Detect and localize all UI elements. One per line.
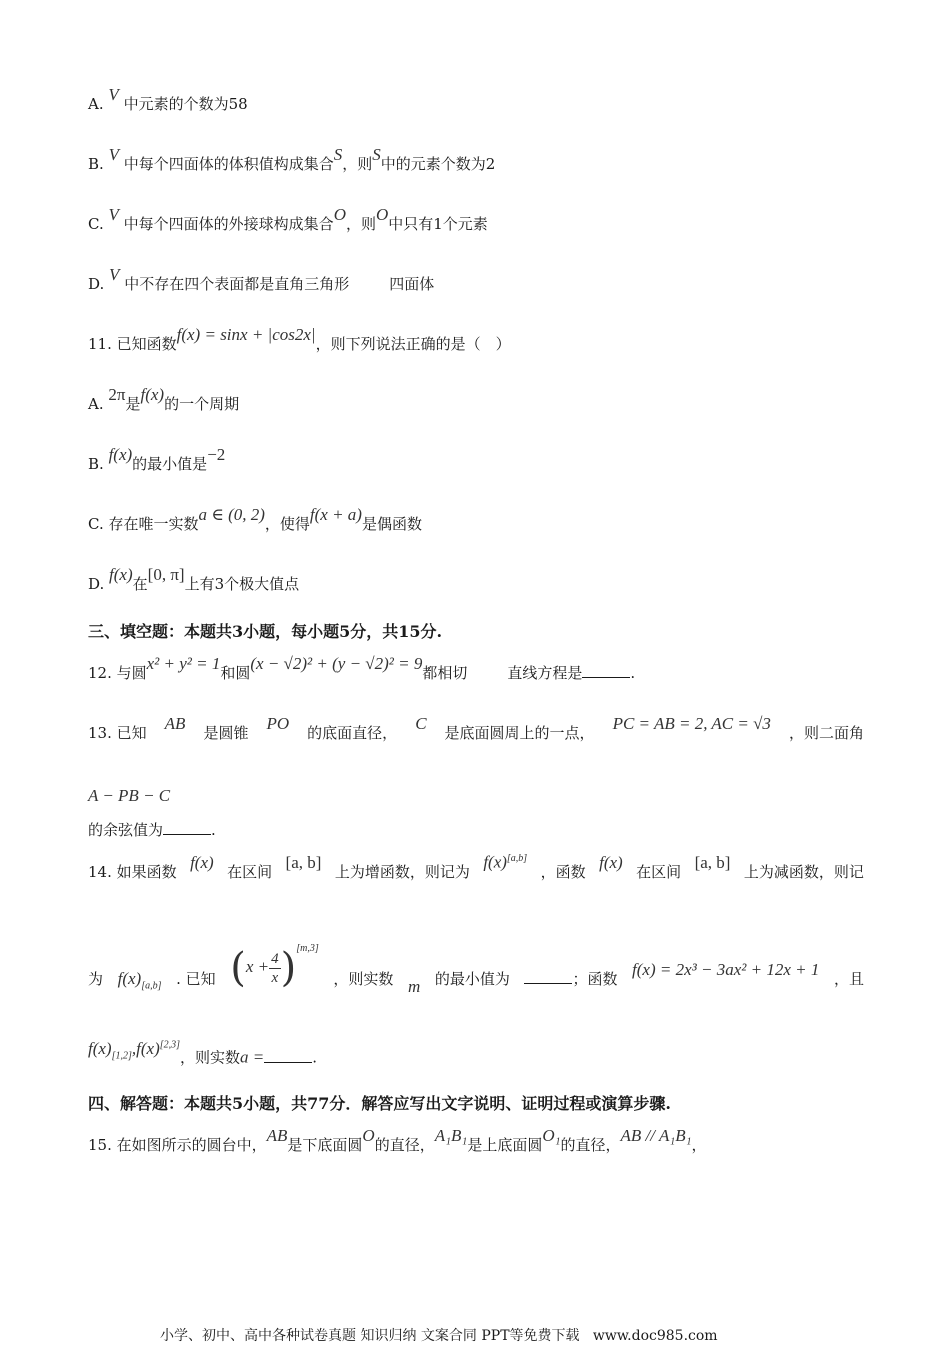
option-10d: D. V 中不存在四个表面都是直角三角形 四面体	[88, 265, 435, 293]
question-13-line1: 13. 已知 AB 是圆锥 PO 的底面直径， C 是底面圆周上的一点， PC = AB = 2, AC = √3 ，则二面角	[88, 714, 864, 742]
option-10c: C. V 中每个四面体的外接球构成集合O，则O中只有1个元素	[88, 205, 488, 233]
option-11a: A. 2π是f(x)的一个周期	[88, 385, 240, 413]
answer-blank	[524, 969, 572, 984]
question-11-stem: 11. 已知函数f(x) = sinx + |cos2x|，则下列说法正确的是（ ）	[88, 325, 511, 353]
question-13-line2: A − PB − C 的余弦值为 .	[88, 786, 216, 839]
option-11d: D. f(x)在[0, π]上有3个极大值点	[88, 565, 300, 593]
question-14-line3: $f(x)_{[1,2]},f(x)[2,3]$，则实数a = .	[88, 1038, 318, 1067]
option-11b: B. f(x)的最小值是−2	[88, 445, 226, 473]
footer-url[interactable]: www.doc985.com	[592, 1328, 718, 1344]
question-14-line1: 14. 如果函数 f(x) 在区间 [a, b] 上为增函数，则记为 f(x)[a,b] ，函数 f(x) 在区间 [a, b] 上为减函数，则记	[88, 852, 864, 881]
math-v: V	[108, 85, 119, 104]
section-3-title: 三、填空题：本题共3小题，每小题5分，共15分.	[88, 622, 443, 641]
formula-f: f(x) = sinx + |cos2x|	[176, 325, 316, 344]
answer-blank	[264, 1048, 312, 1063]
answer-blank	[163, 820, 211, 835]
question-14-line2: 为 $f(x)_{[a,b]}$ . 已知 (x + $\frac{4}{x}$ )[m,3] ，则实数 m 的最小值为 ；函数 f(x) = 2x³ − 3ax² + 12x + 1 ，且	[88, 943, 864, 996]
question-12: 12. 与圆x² + y² = 1和圆(x − √2)² + (y − √2)² = 9都相切 直线方程是 .	[88, 654, 636, 682]
option-11c: C. 存在唯一实数a ∈ (0, 2)，使得f(x + a)是偶函数	[88, 505, 422, 533]
answer-blank	[582, 663, 630, 678]
option-10b: B. V 中每个四面体的体积值构成集合S，则S中的元素个数为2	[88, 145, 496, 173]
section-4-title: 四、解答题：本题共5小题，共77分．解答应写出文字说明、证明过程或演算步骤.	[88, 1094, 671, 1113]
question-15: 15. 在如图所示的圆台中，AB是下底面圆O的直径，A₁B₁是上底面圆O₁的直径，AB // A₁B₁，	[88, 1126, 707, 1154]
page-footer: 小学、初中、高中各种试卷真题 知识归纳 文案合同 PPT等免费下载 www.doc985.com	[160, 1328, 718, 1344]
option-10a: A. V 中元素的个数为58	[88, 85, 248, 113]
